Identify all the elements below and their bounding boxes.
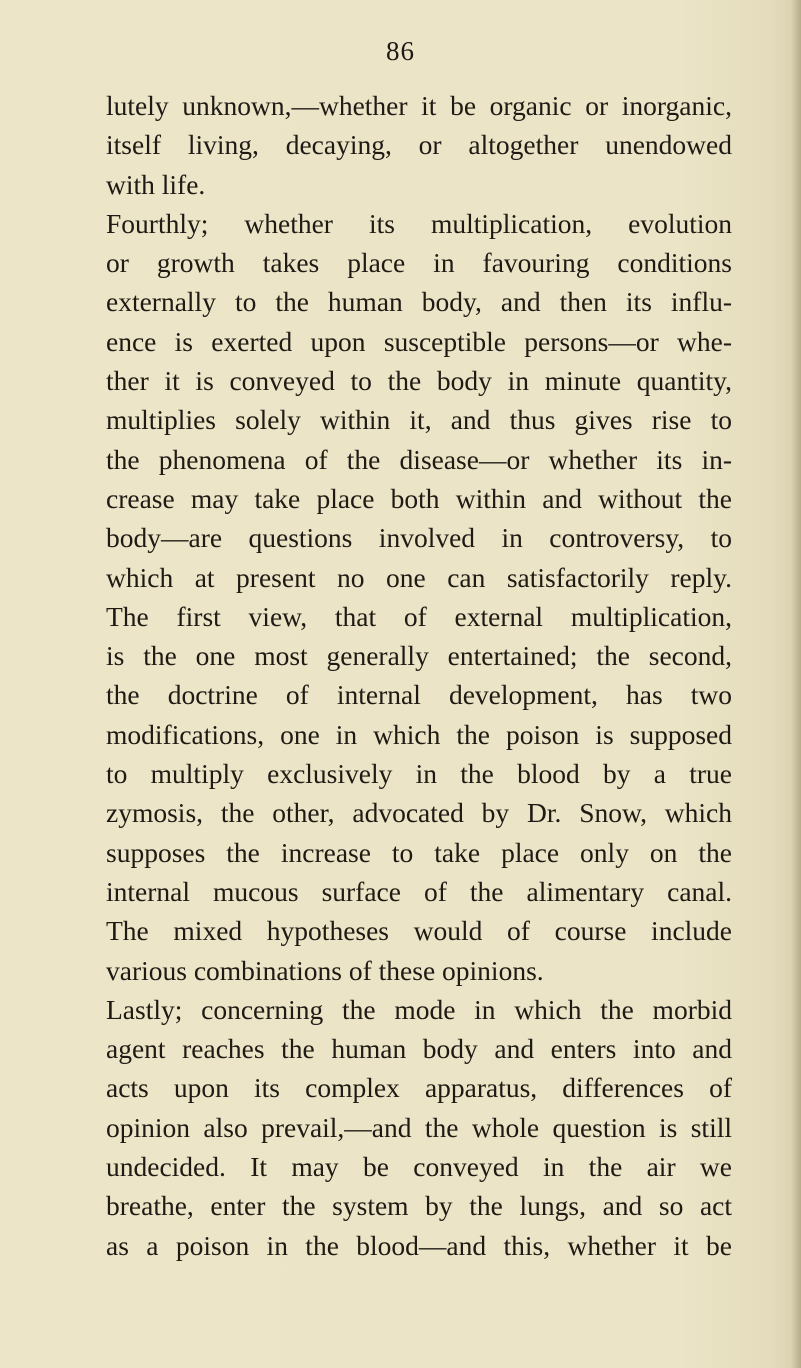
text-line: the doctrine of internal development, has two — [106, 679, 732, 711]
text-line: supposes the increase to take place only on the — [106, 836, 732, 868]
text-line: with life. — [106, 168, 206, 200]
text-line: breathe, enter the system by the lungs, and so act — [106, 1190, 732, 1222]
text-line: Fourthly; whether its multiplication, evolution — [106, 207, 732, 239]
text-line: crease may take place both within and without the — [106, 482, 732, 514]
text-line: modifications, one in which the poison is supposed — [106, 718, 732, 750]
text-line: The mixed hypotheses would of course include — [106, 915, 732, 947]
body-text — [106, 86, 732, 1265]
text-line: as a poison in the blood—and this, whether it be — [106, 1229, 732, 1261]
text-line: ther it is conveyed to the body in minute quantity, — [106, 365, 732, 397]
page-number: 86 — [386, 36, 415, 66]
text-line: undecided. It may be conveyed in the air we — [106, 1151, 732, 1183]
text-line: the phenomena of the disease—or whether its in- — [106, 443, 732, 475]
page-edge-shadow — [791, 0, 801, 1368]
text-line: Lastly; concerning the mode in which the morbid — [106, 993, 732, 1025]
text-line: opinion also prevail,—and the whole question is still — [106, 1111, 732, 1143]
text-line: externally to the human body, and then its influ- — [106, 286, 732, 318]
text-line: The first view, that of external multiplication, — [106, 600, 732, 632]
text-line: internal mucous surface of the alimentary canal. — [106, 875, 732, 907]
text-line: ence is exerted upon susceptible persons—or whe- — [106, 325, 732, 357]
text-line: which at present no one can satisfactorily reply. — [106, 561, 732, 593]
text-line: acts upon its complex apparatus, differences of — [106, 1072, 732, 1104]
text-line: multiplies solely within it, and thus gives rise to — [106, 404, 732, 436]
text-line: lutely unknown,—whether it be organic or inorganic, — [106, 90, 732, 121]
text-line: body—are questions involved in controversy, to — [106, 522, 732, 554]
text-line: to multiply exclusively in the blood by a true — [106, 758, 732, 790]
text-line: zymosis, the other, advocated by Dr. Snow, which — [106, 797, 732, 829]
text-line: or growth takes place in favouring conditions — [106, 247, 732, 279]
text-line: various combinations of these opinions. — [106, 954, 544, 986]
text-line: itself living, decaying, or altogether unendowed — [106, 129, 732, 161]
text-line: is the one most generally entertained; the second, — [106, 640, 732, 672]
text-line: agent reaches the human body and enters into and — [106, 1033, 732, 1065]
